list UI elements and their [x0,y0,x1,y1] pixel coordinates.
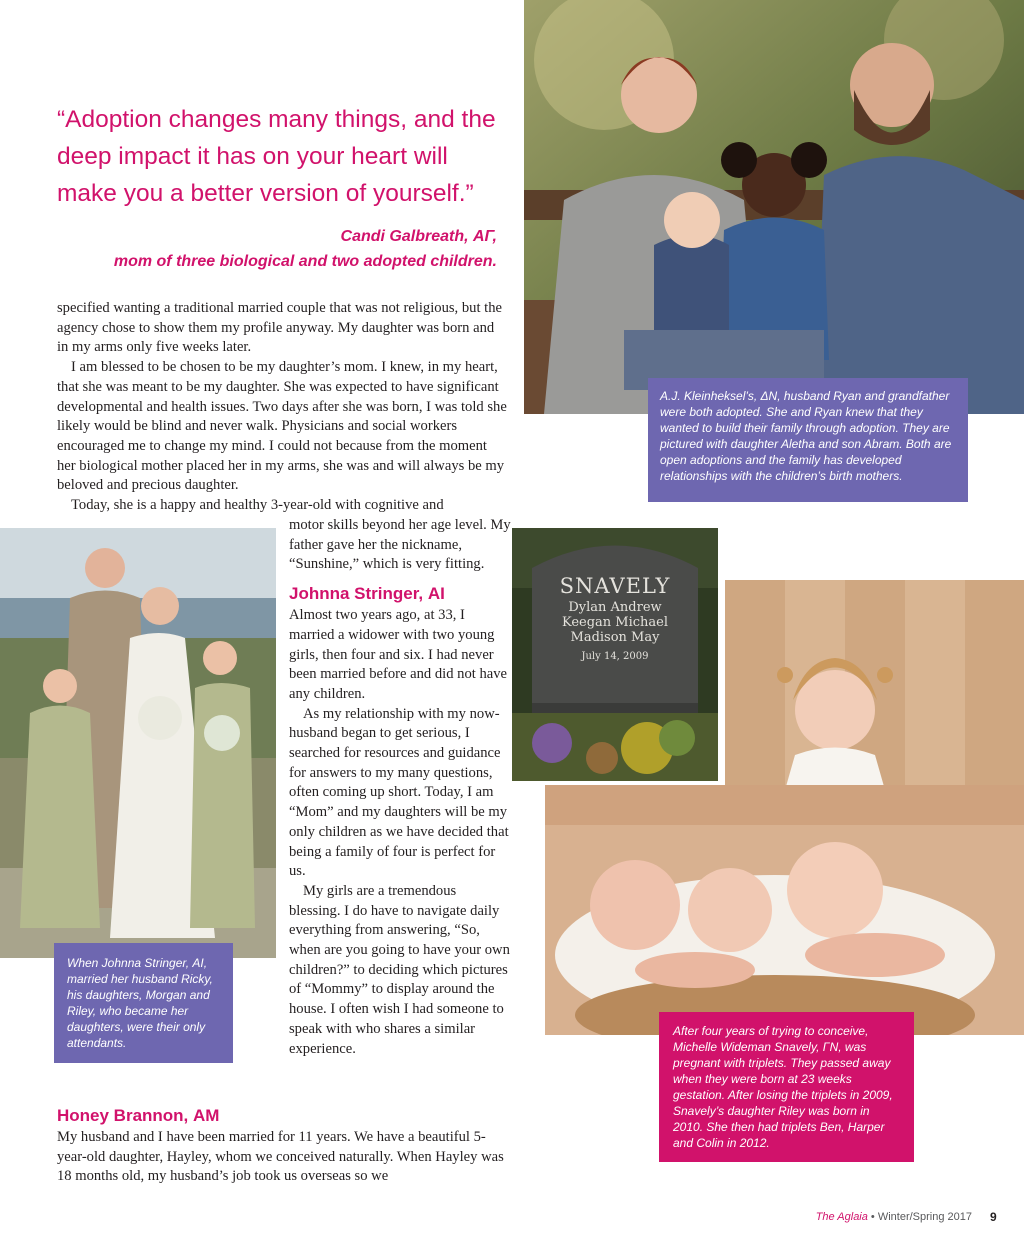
headstone-name: Madison May [570,630,660,645]
triplets-photo [545,785,1024,1035]
page-footer [816,1211,972,1223]
wedding-photo [0,528,276,958]
page-number: 9 [990,1210,997,1224]
article-intro [57,299,509,516]
article-paragraph-start: Today, she is a happy and healthy 3-year-old with cognitive and [71,497,444,514]
section-heading: Honey Brannon, ΑΜ [57,1106,220,1125]
headstone-date: July 14, 2009 [581,651,649,662]
headstone-surname: SNAVELY [559,574,671,598]
triplets-caption-text: After four years of trying to conceive, Michelle Wideman Snavely, ΓΝ, was pregnant with triplets. They passed away when they were born at 23 weeks gestation. After losing the triplets in 2009, Snavely’s daughter Riley was born in 2010. She then had triplets Ben, Harper and Colin in 2012. [673,1024,893,1150]
section-heading: Johnna Stringer, ΑΙ [289,584,445,604]
triplets-photo-caption [659,1012,914,1162]
pull-quote: “Adoption changes many things, and the deep impact it has on your heart will make you a better version of yourself.” [57,106,496,207]
headstone-photo [512,528,718,781]
article-column [289,516,511,1059]
family-photo [524,0,1024,414]
wedding-photo-caption [54,943,233,1063]
article-paragraph: I am blessed to be chosen to be my daughter’s mom. I knew, in my heart, that she was meant to be my daughter. She was expected to have significant developmental and health issues. Two days after she was born, I was told she likely would be blind and never walk. Physicians and social workers encouraged me to change my mind. I could not because from the moment her biological mother placed her in my arms, she was and will always be my beloved and precious daughter. [57,359,507,494]
article-paragraph: My girls are a tremendous blessing. I do have to navigate daily everything from answering, “So, when are you going to have your own children?” to deciding which pictures of “Mommy” to display around the house. I often wish I had someone to speak with who shares a similar experience. [289,882,510,1057]
article-paragraph: specified wanting a traditional married couple that was not religious, but the agency chose to show them my profile anyway. My daughter was born and in my arms only five weeks later. [57,300,502,356]
issue-date: • Winter/Spring 2017 [867,1211,972,1223]
headstone-name: Keegan Michael [561,615,669,630]
attribution-description: mom of three biological and two adopted children. [113,253,497,270]
article-paragraph: As my relationship with my now-husband began to get serious, I searched for resources and guidance for answers to my many questions, often coming up short. Today, I am “Mom” and my daughters will be my only children as we have decided that being a family of four is perfect for us. [289,705,509,880]
family-photo-caption [648,378,968,502]
wedding-caption-text: When Johnna Stringer, ΑΙ, married her husband Ricky, his daughters, Morgan and Riley, who became her daughters, were their only attendants. [67,956,213,1050]
family-caption-text: A.J. Kleinheksel’s, ΔΝ, husband Ryan and grandfather were both adopted. She and Ryan knew that they wanted to build their family through adoption. They are pictured with daughter Aletha and son Abram. Both are open adoptions and the family has developed relationships with the children’s birth mothers. [660,389,952,483]
headstone-inscription [532,572,698,665]
article-paragraph: My husband and I have been married for 11 years. We have a beautiful 5-year-old daughter, Hayley, whom we conceived naturally. When Hayley was 18 months old, my husband’s job took us overseas so we [57,1129,504,1185]
magazine-title: The Aglaia [815,1211,868,1223]
toddler-photo [725,580,1024,790]
pull-quote-attribution [114,224,497,274]
article-section [57,1128,509,1187]
attribution-name: Candi Galbreath, ΑΓ, [340,228,497,245]
article-paragraph-end: motor skills beyond her age level. My father gave her the nickname, “Sunshine,” which is very fitting. [289,517,511,573]
article-paragraph: Almost two years ago, at 33, I married a widower with two young girls, then four and six. I had never been married before and did not have any children. [289,607,508,702]
headstone-name: Dylan Andrew [568,600,662,615]
